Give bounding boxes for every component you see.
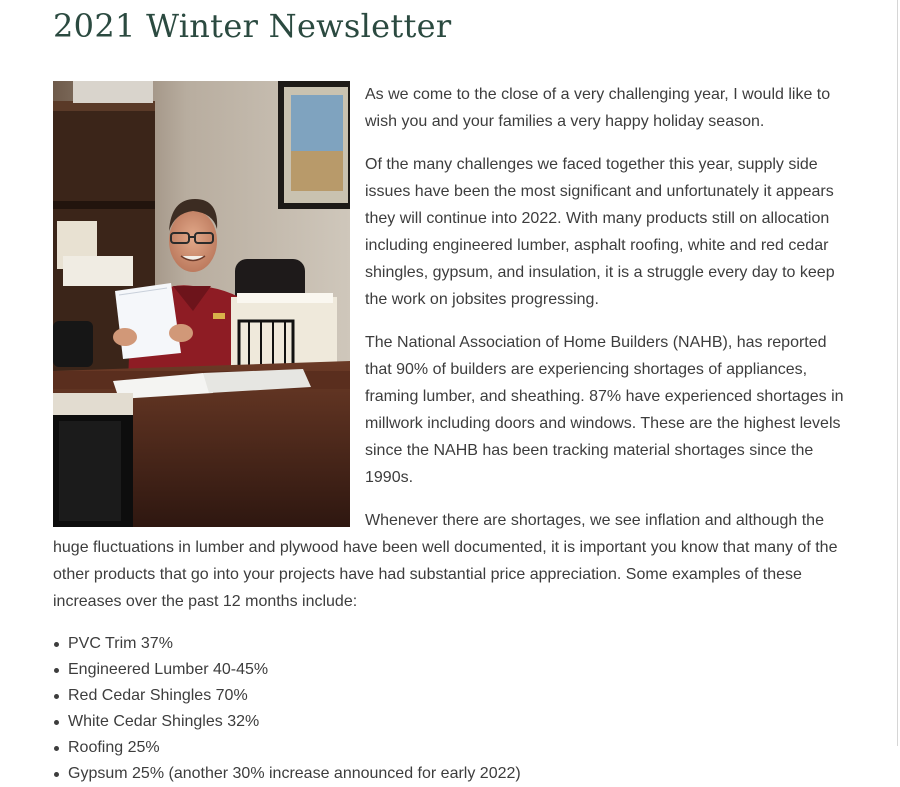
paragraph-intro: As we come to the close of a very challenging year, I would like to wish you and your families a very happy holiday season. (365, 86, 831, 130)
page-right-border (897, 0, 898, 746)
list-item: Roofing 25% (68, 735, 848, 761)
list-item: White Cedar Shingles 32% (68, 709, 848, 735)
paragraph-inflation: Whenever there are shortages, we see inflation and although the huge fluctuations in lumber and plywood have been well documented, it is important you know that many of the other products that go into your projects have had substantial price appreciation. Some examples of these increases over the past 12 months include: (53, 512, 838, 610)
newsletter-article-container (53, 0, 848, 787)
list-item: PVC Trim 37% (68, 631, 848, 657)
paragraph-supply-challenges: Of the many challenges we faced together this year, supply side issues have been the most significant and unfortunately it appears they will continue into 2022. With many products still on allocation including engineered lumber, asphalt roofing, white and red cedar shingles, gypsum, and insulation, it is a struggle every day to keep the work on jobsites progressing. (365, 156, 835, 308)
paragraph-nahb-report: The National Association of Home Builders (NAHB), has reported that 90% of builders are experiencing shortages of appliances, framing lumber, and sheathing. 87% have experienced shortages in millwork including doors and windows. These are the highest levels since the NAHB has been tracking material shortages since the 1990s. (365, 334, 844, 486)
price-increase-list (53, 631, 848, 787)
article-body (53, 81, 848, 787)
list-item: Gypsum 25% (another 30% increase announced for early 2022) (68, 761, 848, 787)
list-item: Engineered Lumber 40-45% (68, 657, 848, 683)
page-title: 2021 Winter Newsletter (53, 7, 452, 45)
list-item: Red Cedar Shingles 70% (68, 683, 848, 709)
office-photo (53, 81, 350, 527)
